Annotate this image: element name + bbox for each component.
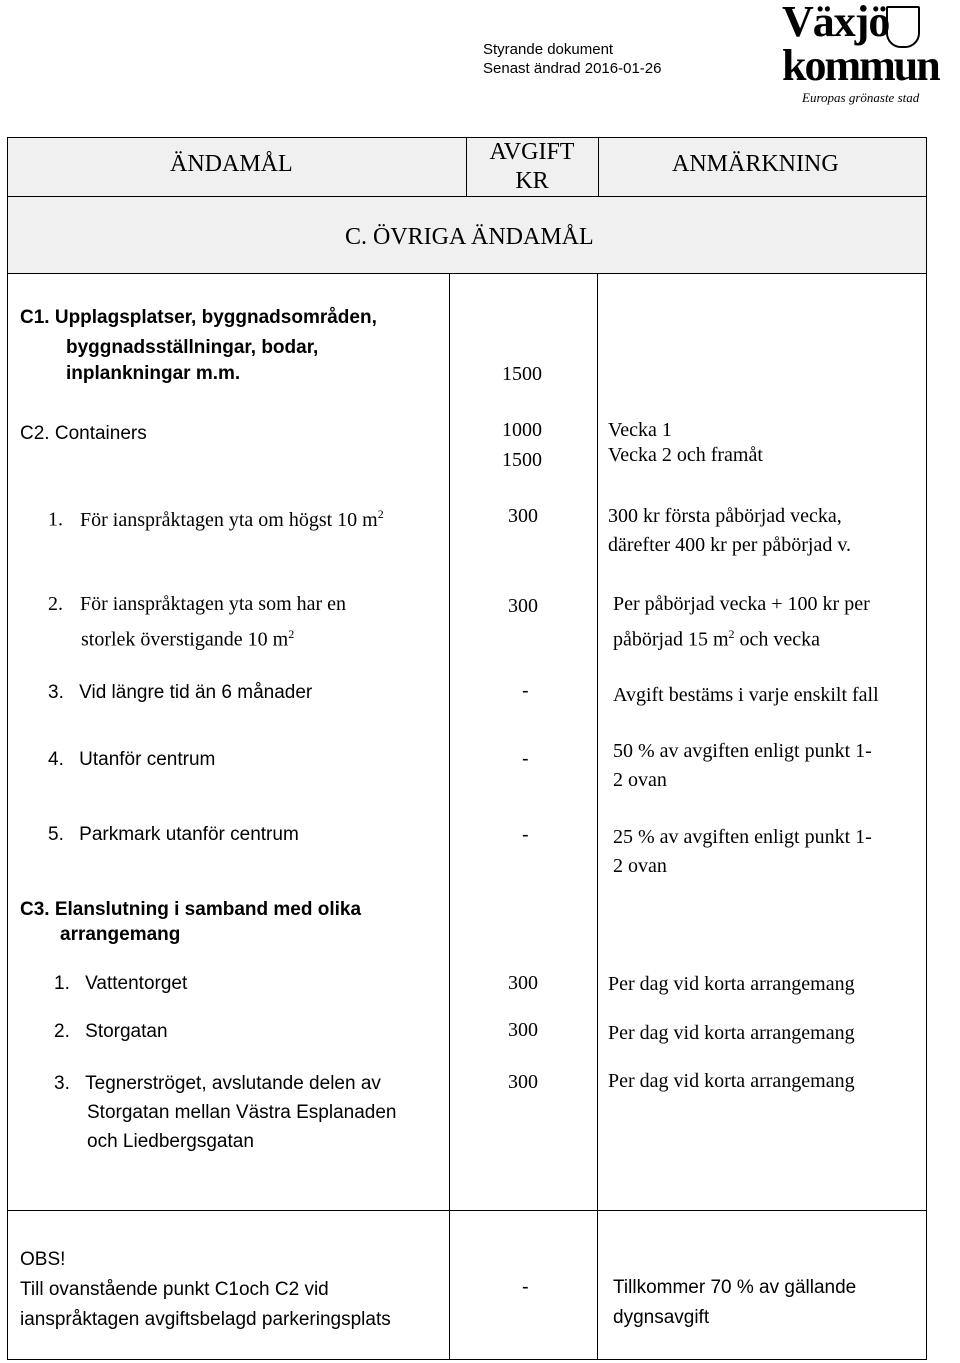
obs-title: OBS! <box>20 1249 66 1270</box>
c2-title: C2. Containers <box>20 423 147 444</box>
c2-item-4 <box>48 745 215 775</box>
c3-item-1-text: Vattentorget <box>85 973 188 994</box>
header-divider <box>7 196 927 197</box>
obs-divider <box>7 1210 927 1211</box>
section-divider <box>7 273 927 274</box>
c1-line2: byggnadsställningar, bodar, <box>66 337 319 358</box>
c2-item-2-num: 2. <box>48 593 63 615</box>
c2-item-4-num: 4. <box>48 749 64 770</box>
c2-item-4-note-line1: 50 % av avgiften enligt punkt 1- <box>613 740 872 762</box>
document-meta <box>483 40 661 78</box>
c2-item-1 <box>48 499 384 535</box>
c3-item-3-text: Tegnerströget, avslutande delen av <box>85 1073 381 1094</box>
c2-item-1-fee: 300 <box>508 505 538 527</box>
c2-note-week1: Vecka 1 <box>608 419 672 441</box>
c3-item-1-note: Per dag vid korta arrangemang <box>608 973 855 995</box>
c2-item-3-note: Avgift bestäms i varje enskilt fall <box>613 684 879 706</box>
c3-line1: C3. Elanslutning i samband med olika <box>20 899 362 920</box>
obs-note-line2: dygnsavgift <box>613 1307 710 1328</box>
logo-line1: Växjö <box>782 0 890 46</box>
c2-item-2-line2-wrap <box>81 619 294 655</box>
c3-title <box>20 897 361 947</box>
c2-item-4-note-line2: 2 ovan <box>613 769 667 791</box>
c3-item-3-num: 3. <box>54 1073 70 1094</box>
obs-col-divider-2 <box>597 1210 598 1360</box>
c3-item-1-num: 1. <box>54 973 70 994</box>
c2-item-1-num: 1. <box>48 508 63 531</box>
c2-item-5-fee: - <box>522 824 529 846</box>
c2-note-week2: Vecka 2 och framåt <box>608 444 763 466</box>
c2-item-4-fee: - <box>522 748 529 770</box>
c2-item-3-text: Vid längre tid än 6 månader <box>79 682 313 703</box>
obs-line1: Till ovanstående punkt C1och C2 vid <box>20 1279 329 1300</box>
c1-fee: 1500 <box>502 363 542 385</box>
c3-item-2-note: Per dag vid korta arrangemang <box>608 1022 855 1044</box>
column-header-fee <box>466 138 598 196</box>
c3-item-3-line2: Storgatan mellan Västra Esplanaden <box>87 1102 397 1123</box>
fee-header-line1: AVGIFT <box>489 139 575 165</box>
table-bottom-border <box>7 1359 927 1360</box>
c3-item-2-num: 2. <box>54 1021 70 1042</box>
c3-item-3 <box>54 1069 381 1099</box>
obs-block <box>20 1245 391 1335</box>
obs-col-divider-1 <box>449 1210 450 1360</box>
c3-item-2 <box>54 1017 168 1047</box>
c2-item-1-sup: 2 <box>377 507 384 521</box>
c2-item-5-text: Parkmark utanför centrum <box>79 824 299 845</box>
c2-item-2 <box>48 589 346 619</box>
logo-line2: kommun <box>782 41 939 90</box>
revision-date: Senast ändrad 2016-01-26 <box>483 60 662 77</box>
c3-item-1 <box>54 969 187 999</box>
logo-tagline: Europas grönaste stad <box>802 90 920 105</box>
c1-line1: C1. Upplagsplatser, byggnadsområden, <box>20 307 377 328</box>
header-col-divider-2 <box>598 137 599 197</box>
c2-item-2-note-2b: och vecka <box>734 628 821 651</box>
c2-item-5-num: 5. <box>48 824 64 845</box>
c2-item-2-sup: 2 <box>288 627 295 641</box>
column-header-note: ANMÄRKNING <box>672 151 839 177</box>
document-type: Styrande dokument <box>483 41 614 58</box>
obs-note <box>613 1273 856 1333</box>
c2-item-1-note-line1: 300 kr första påbörjad vecka, <box>608 505 842 527</box>
c3-item-3-fee: 300 <box>508 1071 538 1093</box>
c1-line3: inplankningar m.m. <box>66 363 241 384</box>
c2-item-2-note-line2 <box>613 619 820 655</box>
c2-item-5-note-line2: 2 ovan <box>613 855 667 877</box>
c3-item-2-text: Storgatan <box>85 1021 168 1042</box>
c2-item-2-fee: 300 <box>508 595 538 617</box>
c3-item-2-fee: 300 <box>508 1019 538 1041</box>
c3-item-3-line3: och Liedbergsgatan <box>87 1131 254 1152</box>
obs-note-line1: Tillkommer 70 % av gällande <box>613 1277 857 1298</box>
table-right-border <box>926 137 927 1360</box>
c2-fee-week1: 1000 <box>502 419 542 441</box>
c2-item-2-line2: storlek överstigande 10 m <box>81 628 289 651</box>
c2-item-1-note-line2: därefter 400 kr per påbörjad v. <box>608 534 852 556</box>
c2-item-3-num: 3. <box>48 682 64 703</box>
c2-item-2-note-2a: påbörjad 15 m <box>613 628 729 651</box>
c2-item-2-text: För ianspråktagen yta som har en <box>80 593 347 615</box>
obs-line2: ianspråktagen avgiftsbelagd parkeringsplats <box>20 1309 391 1330</box>
c2-item-5-note-line1: 25 % av avgiften enligt punkt 1- <box>613 826 872 848</box>
c2-item-2-note-sup: 2 <box>728 627 735 641</box>
c2-item-1-text: För ianspråktagen yta om högst 10 m <box>80 508 378 531</box>
c3-line2: arrangemang <box>60 924 181 945</box>
obs-fee: - <box>522 1276 529 1298</box>
municipality-logo <box>778 2 958 110</box>
column-header-purpose: ÄNDAMÅL <box>170 151 293 177</box>
col-divider-2 <box>597 273 598 1211</box>
c1-title <box>20 303 377 389</box>
c2-item-3-fee: - <box>522 680 529 702</box>
section-title: C. ÖVRIGA ÄNDAMÅL <box>345 224 594 250</box>
c2-fee-week2: 1500 <box>502 449 542 471</box>
c2-item-4-text: Utanför centrum <box>79 749 216 770</box>
c2-item-3 <box>48 678 312 708</box>
col-divider-1 <box>449 273 450 1211</box>
c3-item-3-note: Per dag vid korta arrangemang <box>608 1070 855 1092</box>
c2-item-5 <box>48 820 299 850</box>
c3-item-1-fee: 300 <box>508 972 538 994</box>
fee-header-line2: KR <box>515 168 549 194</box>
c2-item-2-note-line1: Per påbörjad vecka + 100 kr per <box>613 593 870 615</box>
table-left-border <box>7 137 8 1360</box>
